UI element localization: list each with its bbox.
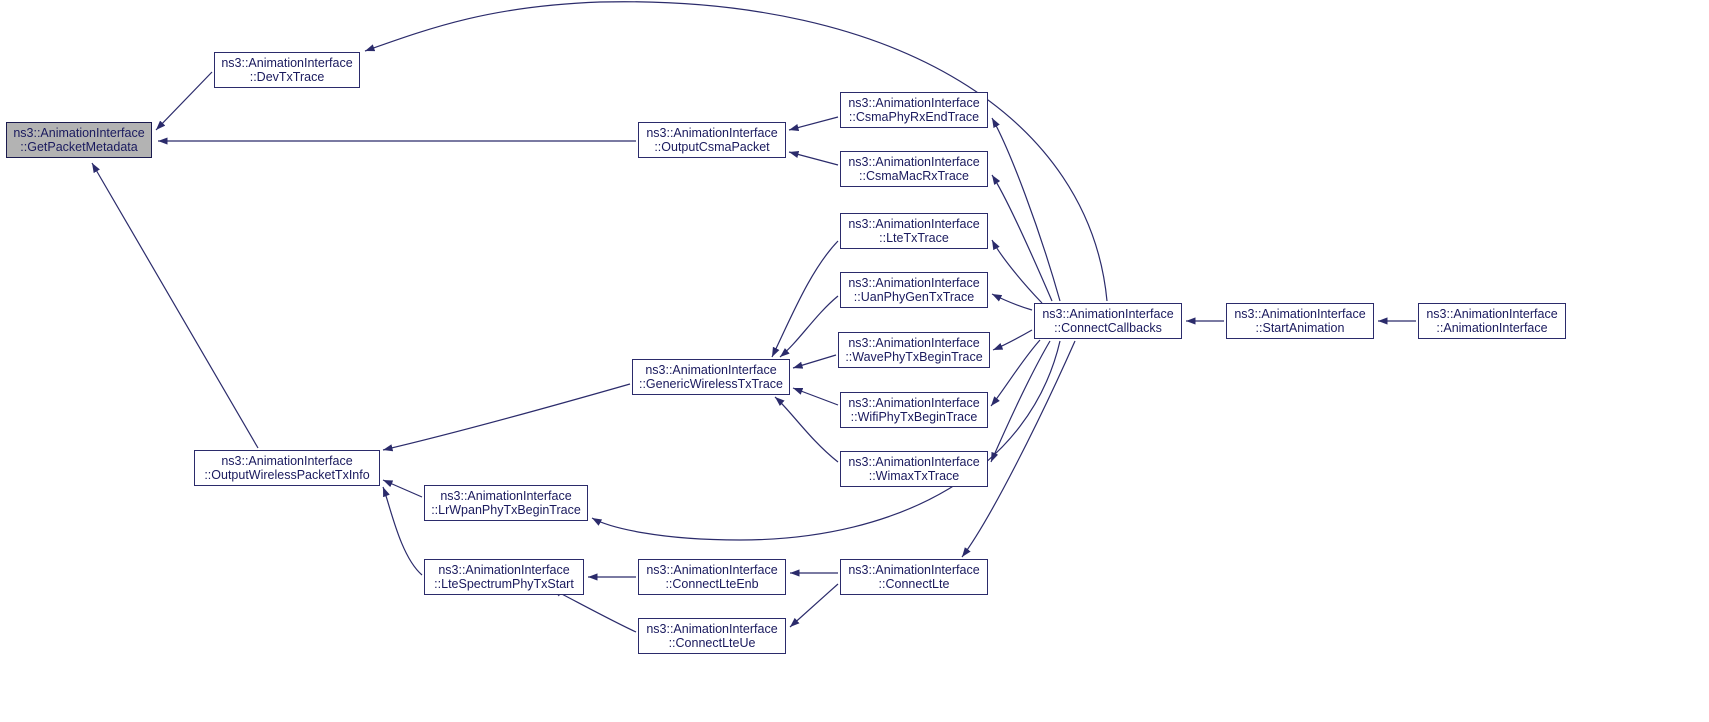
node-line2: ::StartAnimation [1255, 321, 1345, 335]
node-line2: ::UanPhyGenTxTrace [853, 290, 975, 304]
node-line2: ::GetPacketMetadata [20, 140, 138, 154]
node-ltespectrumphytxstart[interactable] [424, 559, 584, 595]
node-csmamacrxtrace[interactable] [840, 151, 988, 187]
node-line1: ns3::AnimationInterface [646, 621, 778, 636]
node-wavephytxbegintrace[interactable] [838, 332, 990, 368]
node-line1: ns3::AnimationInterface [848, 275, 980, 290]
node-connectlteue[interactable] [638, 618, 786, 654]
node-line1: ns3::AnimationInterface [848, 216, 980, 231]
node-outputwirelesspackettxinfo[interactable] [194, 450, 380, 486]
node-uanphygentxtrace[interactable] [840, 272, 988, 308]
node-line1: ns3::AnimationInterface [848, 562, 980, 577]
node-genericwirelesstxtrace[interactable] [632, 359, 790, 395]
node-line1: ns3::AnimationInterface [848, 154, 980, 169]
node-line2: ::ConnectLteEnb [665, 577, 759, 591]
node-outputcsmapacket[interactable] [638, 122, 786, 158]
node-line2: ::CsmaPhyRxEndTrace [848, 110, 980, 124]
node-line2: ::WavePhyTxBeginTrace [845, 350, 983, 364]
node-line1: ns3::AnimationInterface [1042, 306, 1174, 321]
node-line1: ns3::AnimationInterface [848, 95, 980, 110]
node-wifiphytxbegintrace[interactable] [840, 392, 988, 428]
node-line2: ::AnimationInterface [1436, 321, 1548, 335]
node-animationinterface[interactable] [1418, 303, 1566, 339]
node-line1: ns3::AnimationInterface [1426, 306, 1558, 321]
node-devtxtrace[interactable] [214, 52, 360, 88]
node-line1: ns3::AnimationInterface [848, 454, 980, 469]
node-ltetxtrace[interactable] [840, 213, 988, 249]
node-connectlteenb[interactable] [638, 559, 786, 595]
node-line1: ns3::AnimationInterface [221, 55, 353, 70]
node-line1: ns3::AnimationInterface [848, 395, 980, 410]
node-line2: ::OutputWirelessPacketTxInfo [204, 468, 370, 482]
node-line2: ::WifiPhyTxBeginTrace [850, 410, 978, 424]
node-line2: ::CsmaMacRxTrace [859, 169, 969, 183]
node-csmaphyrxendtrace[interactable] [840, 92, 988, 128]
node-startanimation[interactable] [1226, 303, 1374, 339]
node-line2: ::GenericWirelessTxTrace [638, 377, 783, 391]
node-line2: ::ConnectCallbacks [1054, 321, 1162, 335]
node-line2: ::LrWpanPhyTxBeginTrace [431, 503, 581, 517]
node-line1: ns3::AnimationInterface [13, 125, 145, 140]
node-line1: ns3::AnimationInterface [438, 562, 570, 577]
node-line1: ns3::AnimationInterface [646, 125, 778, 140]
node-line1: ns3::AnimationInterface [645, 362, 777, 377]
node-line2: ::LteSpectrumPhyTxStart [434, 577, 574, 591]
node-line2: ::OutputCsmaPacket [654, 140, 770, 154]
node-connectlte[interactable] [840, 559, 988, 595]
node-getpacketmetadata[interactable] [6, 122, 152, 158]
node-line1: ns3::AnimationInterface [221, 453, 353, 468]
node-line1: ns3::AnimationInterface [646, 562, 778, 577]
node-line1: ns3::AnimationInterface [440, 488, 572, 503]
node-line1: ns3::AnimationInterface [1234, 306, 1366, 321]
node-line2: ::ConnectLteUe [668, 636, 756, 650]
node-lrwpanphytxbegintrace[interactable] [424, 485, 588, 521]
node-line2: ::WimaxTxTrace [868, 469, 960, 483]
node-line2: ::ConnectLte [878, 577, 950, 591]
node-line2: ::LteTxTrace [879, 231, 949, 245]
node-connectcallbacks[interactable] [1034, 303, 1182, 339]
node-wimaxtxtrace[interactable] [840, 451, 988, 487]
node-line1: ns3::AnimationInterface [848, 335, 980, 350]
node-line2: ::DevTxTrace [249, 70, 325, 84]
